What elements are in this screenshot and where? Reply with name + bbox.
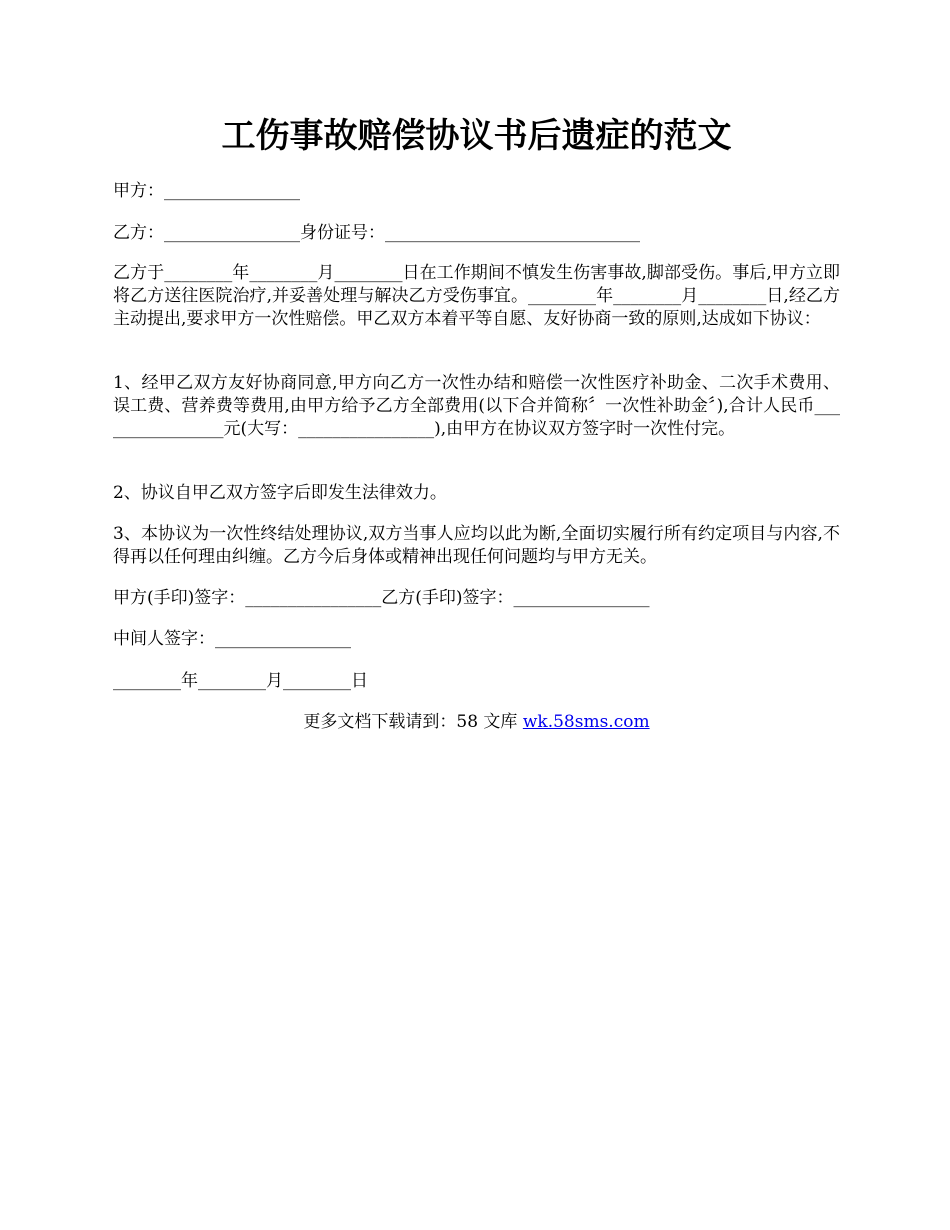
clause-3: 3、本协议为一次性终结处理协议,双方当事人应均以此为断,全面切实履行所有约定项目与内容,不得再以任何理由纠缠。乙方今后身体或精神出现任何问题均与甲方无关。 [113, 524, 840, 567]
footer-text: 更多文档下载请到：58 文库 [303, 712, 523, 732]
mediator-signature-line: 中间人签字：________________ [113, 629, 351, 649]
footer [113, 711, 840, 734]
signature-line: 甲方(手印)签字：________________乙方(手印)签字：________________ [113, 588, 650, 608]
clause-1: 1、经甲乙双方友好协商同意,甲方向乙方一次性办结和赔偿一次性医疗补助金、二次手术费用、误工费、营养费等费用,由甲方给予乙方全部费用(以下合并简称〞一次性补助金〞),合计人民币________________元(大写：________________),由甲方在协议双方签字时一次性付完。 [113, 373, 840, 439]
footer-link[interactable]: wk.58sms.com [522, 712, 650, 732]
intro-paragraph: 乙方于________年________月________日在工作期间不慎发生伤害事故,脚部受伤。事后,甲方立即将乙方送往医院治疗,并妥善处理与解决乙方受伤事宜。________年________月________日,经乙方主动提出,要求甲方一次性赔偿。甲乙双方本着平等自愿、友好协商一致的原则,达成如下协议： [113, 263, 840, 329]
party-a-line: 甲方：________________ [113, 181, 300, 201]
document-title: 工伤事故赔偿协议书后遗症的范文 [221, 116, 732, 156]
party-b-line: 乙方：________________身份证号：______________________________ [113, 223, 640, 243]
date-line: ________年________月________日 [113, 671, 368, 691]
clause-2: 2、协议自甲乙双方签字后即发生法律效力。 [113, 483, 447, 503]
